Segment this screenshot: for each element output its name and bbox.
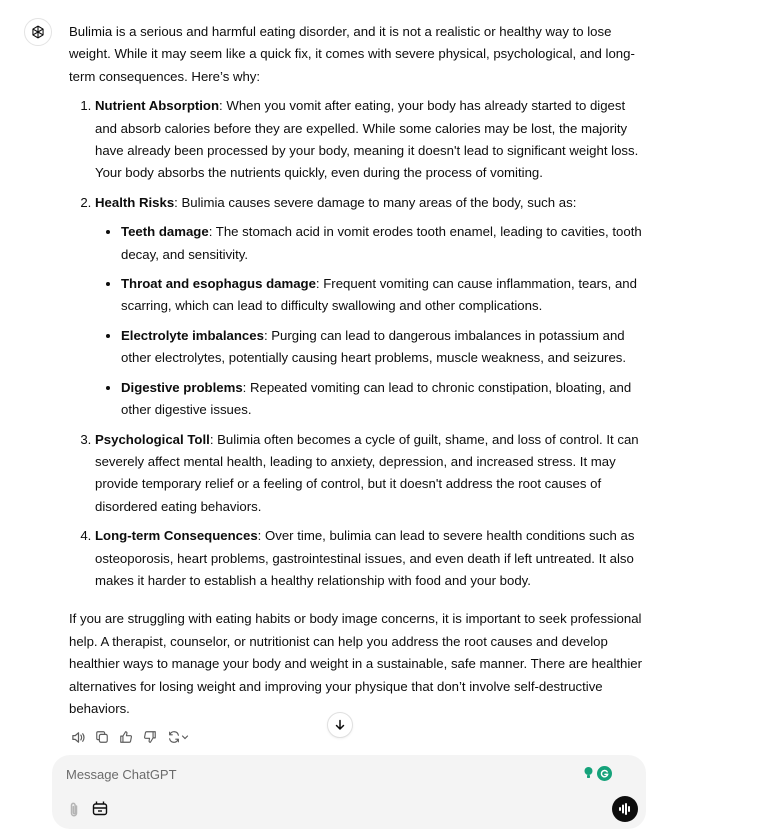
point-title: Health Risks [95, 194, 175, 210]
sub-point-text: : Repeated vomiting can lead to chronic constipation, bloating, and other digestive issues. [121, 379, 632, 418]
sub-point-text: : Frequent vomiting can cause inflammation, tears, and scarring, which can lead to difficulty swallowing and other complications. [121, 276, 637, 314]
voice-waveform-icon [618, 802, 632, 816]
message-actions [70, 728, 190, 746]
point-title: Nutrient Absorption [95, 98, 220, 114]
list-item [121, 221, 644, 266]
list-item [95, 95, 644, 185]
main-points-list [69, 95, 644, 592]
regenerate-icon [167, 730, 181, 744]
scroll-to-bottom-button[interactable] [327, 712, 353, 738]
point-text: : Over time, bulimia can lead to severe health conditions such as osteoporosis, heart problems, gastrointestinal issues, and even death if left untreated. It also makes it harder to establish a healthy relationship with food and your body. [95, 528, 635, 588]
sub-point-text: : The stomach acid in vomit erodes tooth enamel, leading to cavities, tooth decay, and sensitivity. [121, 224, 642, 262]
voice-mode-button[interactable] [612, 796, 638, 822]
point-text: : Bulimia often becomes a cycle of guilt, shame, and loss of control. It can severely affect mental health, leading to anxiety, depression, and increased stress. It may provide temporary relief or a feeling of control, but it doesn't address the root causes of disordered eating behaviors. [95, 431, 639, 514]
copy-icon [95, 730, 109, 744]
message-input[interactable] [66, 765, 546, 783]
openai-logo-icon [30, 24, 46, 40]
sub-point-title: Digestive problems [121, 379, 243, 395]
sub-point-title: Throat and esophagus damage [121, 276, 316, 292]
grammarly-icon [600, 769, 609, 778]
lightbulb-icon [582, 766, 595, 779]
read-aloud-button[interactable] [70, 729, 86, 745]
sub-point-title: Teeth damage [121, 224, 209, 240]
list-item [95, 192, 644, 422]
list-item [95, 429, 644, 519]
paperclip-icon [66, 801, 82, 819]
message-composer [52, 755, 646, 829]
list-item [121, 273, 644, 318]
point-title: Psychological Toll [95, 431, 210, 447]
sub-points-list [95, 221, 644, 421]
attach-file-button[interactable] [66, 801, 82, 819]
point-title: Long-term Consequences [95, 528, 258, 544]
arrow-down-icon [334, 719, 346, 731]
dislike-button[interactable] [142, 729, 158, 745]
list-item [95, 525, 644, 592]
list-item [121, 325, 644, 370]
copy-button[interactable] [94, 729, 110, 745]
assistant-message [69, 21, 644, 720]
point-text: : When you vomit after eating, your body has already started to digest and absorb calories before they are expelled. While some calories may be lost, the majority have already been processed by your body, meaning it doesn't lead to significant weight loss. Your body absorbs the nutrients quickly, even during the process of vomiting. [95, 98, 639, 181]
tools-button[interactable] [92, 800, 110, 818]
extension-bulb-button[interactable] [582, 766, 595, 779]
grammarly-button[interactable] [597, 766, 612, 781]
message-intro: Bulimia is a serious and harmful eating disorder, and it is not a realistic or healthy way to lose weight. While it may seem like a quick fix, it comes with severe physical, psychological, and long-term consequences. Here’s why: [69, 24, 635, 84]
message-closing: If you are struggling with eating habits or body image concerns, it is important to seek professional help. A therapist, counselor, or nutritionist can help you address the root causes and develop healthier ways to manage your body and weight in a sustainable, safe manner. There are healthier alternatives for losing weight and improving your physique that don’t involve self-destructive behaviors. [69, 611, 643, 716]
thumbs-down-icon [143, 730, 157, 744]
list-item [121, 377, 644, 422]
point-text: : Bulimia causes severe damage to many areas of the body, such as: [174, 194, 577, 210]
speaker-icon [71, 730, 86, 745]
tools-icon [92, 800, 108, 816]
like-button[interactable] [118, 729, 134, 745]
chevron-down-icon [181, 733, 189, 741]
sub-point-title: Electrolyte imbalances [121, 327, 264, 343]
sub-point-text: : Purging can lead to dangerous imbalances in potassium and other electrolytes, potentially causing heart problems, muscle weakness, and seizures. [121, 327, 627, 366]
thumbs-up-icon [119, 730, 133, 744]
assistant-avatar [24, 18, 52, 46]
regenerate-button[interactable] [166, 729, 190, 745]
